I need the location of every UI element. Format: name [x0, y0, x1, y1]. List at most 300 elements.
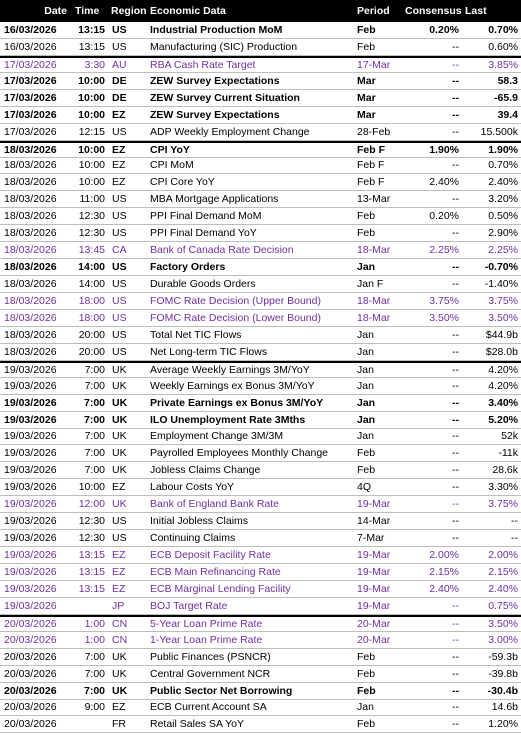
cell-consensus: --: [452, 193, 459, 206]
cell-period: 17-Mar: [357, 58, 391, 71]
table-row: [0, 530, 521, 547]
cell-period: 19-Mar: [357, 498, 391, 511]
cell-time: 7:00: [84, 379, 105, 392]
cell-economic-data: ECB Current Account SA: [150, 701, 267, 714]
cell-economic-data: Net Long-term TIC Flows: [150, 345, 268, 358]
cell-period: Mar: [357, 108, 376, 121]
cell-date: 18/03/2026: [4, 143, 57, 156]
cell-period: 13-Mar: [357, 193, 391, 206]
cell-date: 20/03/2026: [4, 617, 57, 630]
cell-last: -11k: [498, 447, 518, 460]
cell-period: Feb: [357, 447, 376, 460]
cell-date: 18/03/2026: [4, 345, 57, 358]
table-row: [0, 22, 521, 39]
cell-consensus: --: [452, 74, 459, 87]
cell-consensus: 2.25%: [429, 244, 459, 257]
cell-last: 0.70%: [488, 23, 518, 36]
cell-consensus: 2.40%: [429, 582, 459, 595]
table-row: [0, 191, 521, 208]
cell-date: 18/03/2026: [4, 261, 57, 274]
cell-economic-data: ZEW Survey Expectations: [150, 108, 280, 121]
cell-economic-data: Private Earnings ex Bonus 3M/YoY: [150, 396, 324, 409]
cell-consensus: --: [452, 481, 459, 494]
cell-date: 19/03/2026: [4, 599, 57, 612]
cell-period: Mar: [357, 74, 376, 87]
table-row: [0, 547, 521, 564]
table-row: [0, 412, 521, 429]
table-row: [0, 615, 521, 632]
cell-economic-data: CPI MoM: [150, 159, 194, 172]
cell-time: 7:00: [84, 650, 105, 663]
cell-period: 19-Mar: [357, 549, 391, 562]
cell-region: CN: [112, 617, 128, 630]
cell-economic-data: ZEW Survey Current Situation: [150, 91, 300, 104]
cell-last: 0.60%: [488, 40, 518, 53]
cell-consensus: 1.90%: [429, 143, 459, 156]
cell-last: 3.50%: [488, 617, 518, 630]
cell-consensus: --: [452, 447, 459, 460]
cell-consensus: --: [452, 396, 459, 409]
cell-consensus: 0.20%: [429, 210, 459, 223]
cell-time: 20:00: [78, 345, 105, 358]
cell-time: 13:15: [78, 549, 105, 562]
cell-period: Feb: [357, 210, 376, 223]
cell-last: 39.4: [497, 108, 518, 121]
cell-economic-data: Central Government NCR: [150, 667, 271, 680]
cell-last: -1.40%: [484, 278, 518, 291]
cell-consensus: --: [452, 91, 459, 104]
cell-consensus: --: [452, 532, 459, 545]
cell-period: Mar: [357, 91, 376, 104]
cell-time: 1:00: [84, 617, 105, 630]
cell-consensus: --: [452, 345, 459, 358]
cell-region: UK: [112, 379, 127, 392]
cell-consensus: 2.00%: [429, 549, 459, 562]
cell-period: 20-Mar: [357, 633, 391, 646]
cell-time: 14:00: [78, 278, 105, 291]
cell-time: 12:30: [78, 532, 105, 545]
cell-consensus: --: [452, 159, 459, 172]
table-row: [0, 242, 521, 259]
cell-region: US: [112, 125, 127, 138]
cell-economic-data: ILO Unemployment Rate 3Mths: [150, 413, 306, 426]
cell-time: 18:00: [78, 311, 105, 324]
cell-date: 17/03/2026: [4, 91, 57, 104]
cell-last: 4.20%: [488, 379, 518, 392]
table-row: [0, 700, 521, 717]
cell-period: 19-Mar: [357, 582, 391, 595]
cell-period: 4Q: [357, 481, 372, 494]
cell-region: US: [112, 328, 127, 341]
cell-date: 19/03/2026: [4, 549, 57, 562]
cell-last: -59.3b: [488, 650, 518, 663]
table-row: [0, 513, 521, 530]
table-row: [0, 56, 521, 73]
cell-region: DE: [112, 74, 127, 87]
cell-date: 18/03/2026: [4, 244, 57, 257]
cell-region: EZ: [112, 108, 126, 121]
cell-date: 20/03/2026: [4, 701, 57, 714]
cell-economic-data: Factory Orders: [150, 261, 226, 274]
cell-time: 13:15: [78, 40, 105, 53]
cell-time: 10:00: [78, 481, 105, 494]
cell-region: UK: [112, 684, 128, 697]
cell-consensus: 2.40%: [429, 176, 459, 189]
cell-time: 12:30: [78, 227, 105, 240]
cell-time: 1:00: [84, 633, 105, 646]
cell-time: 12:15: [78, 125, 105, 138]
cell-date: 19/03/2026: [4, 532, 57, 545]
table-row: [0, 327, 521, 344]
cell-date: 19/03/2026: [4, 582, 57, 595]
cell-time: 7:00: [83, 684, 105, 697]
cell-time: 9:00: [84, 701, 105, 714]
cell-last: -0.70%: [484, 261, 518, 274]
cell-time: 10:00: [78, 143, 105, 156]
cell-economic-data: BOJ Target Rate: [150, 599, 228, 612]
cell-time: 20:00: [78, 328, 105, 341]
cell-last: 3.75%: [488, 498, 518, 511]
cell-date: 20/03/2026: [4, 650, 57, 663]
table-row: [0, 462, 521, 479]
table-row: [0, 496, 521, 513]
cell-region: US: [112, 345, 127, 358]
cell-consensus: --: [452, 430, 459, 443]
cell-region: UK: [112, 363, 127, 376]
cell-date: 20/03/2026: [4, 684, 57, 697]
cell-consensus: --: [452, 108, 459, 121]
cell-time: 7:00: [84, 363, 105, 376]
cell-economic-data: ECB Deposit Facility Rate: [150, 549, 271, 562]
cell-economic-data: FOMC Rate Decision (Upper Bound): [150, 294, 321, 307]
cell-date: 17/03/2026: [4, 58, 57, 71]
table-row: [0, 293, 521, 310]
cell-region: EZ: [112, 159, 126, 172]
cell-economic-data: CPI Core YoY: [150, 176, 215, 189]
cell-region: UK: [112, 413, 128, 426]
cell-period: 18-Mar: [357, 294, 391, 307]
cell-period: Jan: [357, 396, 376, 409]
cell-date: 18/03/2026: [4, 227, 57, 240]
table-body: [0, 22, 521, 733]
cell-region: DE: [112, 91, 127, 104]
cell-economic-data: MBA Mortgage Applications: [150, 193, 279, 206]
cell-date: 17/03/2026: [4, 108, 57, 121]
cell-region: EZ: [112, 565, 126, 578]
cell-date: 19/03/2026: [4, 515, 57, 528]
cell-consensus: 2.15%: [429, 565, 459, 578]
cell-region: US: [112, 278, 127, 291]
cell-last: 1.20%: [488, 718, 518, 731]
cell-time: 13:45: [78, 244, 105, 257]
cell-date: 18/03/2026: [4, 328, 57, 341]
cell-economic-data: Durable Goods Orders: [150, 278, 256, 291]
cell-economic-data: Total Net TIC Flows: [150, 328, 242, 341]
cell-last: 2.15%: [488, 565, 518, 578]
cell-last: 2.00%: [488, 549, 518, 562]
cell-date: 17/03/2026: [4, 74, 57, 87]
cell-period: Feb: [357, 684, 376, 697]
cell-period: 28-Feb: [357, 125, 391, 138]
cell-consensus: --: [452, 278, 459, 291]
header-economic-data: Economic Data: [150, 5, 226, 17]
table-row: [0, 564, 521, 581]
cell-region: CA: [112, 244, 127, 257]
table-row: [0, 39, 521, 56]
header-consensus: Consensus: [405, 5, 462, 17]
cell-economic-data: FOMC Rate Decision (Lower Bound): [150, 311, 321, 324]
cell-date: 18/03/2026: [4, 210, 57, 223]
cell-economic-data: RBA Cash Rate Target: [150, 58, 256, 71]
table-row: [0, 225, 521, 242]
cell-period: 20-Mar: [357, 617, 391, 630]
table-row: [0, 158, 521, 175]
cell-economic-data: CPI YoY: [150, 143, 190, 156]
cell-consensus: --: [452, 617, 459, 630]
cell-consensus: --: [452, 650, 459, 663]
table-row: [0, 378, 521, 395]
cell-region: US: [112, 40, 127, 53]
cell-last: 3.00%: [488, 633, 518, 646]
cell-region: US: [112, 23, 127, 36]
cell-date: 19/03/2026: [4, 447, 57, 460]
cell-period: Feb: [357, 718, 376, 731]
cell-last: 15.500k: [480, 125, 518, 138]
cell-date: 18/03/2026: [4, 278, 57, 291]
cell-date: 18/03/2026: [4, 193, 57, 206]
cell-time: 12:00: [78, 498, 105, 511]
cell-region: US: [112, 515, 127, 528]
cell-last: 2.90%: [488, 227, 518, 240]
cell-region: EZ: [112, 481, 126, 494]
table-row: [0, 276, 521, 293]
cell-date: 20/03/2026: [4, 718, 57, 731]
cell-time: 10:00: [78, 176, 105, 189]
cell-last: -65.9: [494, 91, 518, 104]
cell-date: 19/03/2026: [4, 396, 57, 409]
table-row: [0, 649, 521, 666]
cell-period: Feb: [357, 40, 376, 53]
table-row: [0, 310, 521, 327]
cell-economic-data: Average Weekly Earnings 3M/YoY: [150, 363, 310, 376]
table-row: [0, 361, 521, 378]
cell-region: US: [112, 532, 127, 545]
header-region: Region: [111, 5, 147, 17]
cell-region: UK: [112, 447, 127, 460]
cell-economic-data: Payrolled Employees Monthly Change: [150, 447, 329, 460]
cell-period: Feb: [357, 23, 376, 36]
cell-time: 11:00: [79, 193, 105, 206]
cell-period: Jan: [357, 261, 376, 274]
cell-economic-data: ECB Main Refinancing Rate: [150, 565, 281, 578]
cell-last: 3.75%: [488, 294, 518, 307]
cell-last: 3.30%: [488, 481, 518, 494]
cell-time: 7:00: [84, 464, 105, 477]
cell-time: 12:30: [78, 210, 105, 223]
cell-consensus: --: [452, 599, 459, 612]
cell-period: Jan F: [357, 278, 384, 291]
cell-time: 12:30: [78, 515, 105, 528]
cell-consensus: --: [452, 464, 459, 477]
cell-time: 13:15: [78, 23, 105, 36]
cell-last: --: [511, 515, 518, 528]
cell-region: US: [112, 261, 127, 274]
cell-economic-data: Manufacturing (SIC) Production: [150, 40, 298, 53]
cell-region: EZ: [112, 701, 126, 714]
cell-last: 5.20%: [488, 413, 518, 426]
table-row: [0, 90, 521, 107]
cell-date: 19/03/2026: [4, 379, 57, 392]
table-row: [0, 445, 521, 462]
cell-time: 10:00: [78, 74, 105, 87]
cell-period: 14-Mar: [357, 515, 391, 528]
cell-time: 18:00: [78, 294, 105, 307]
cell-region: EZ: [112, 176, 126, 189]
cell-last: -30.4b: [487, 684, 518, 697]
table-row: [0, 208, 521, 225]
cell-period: 18-Mar: [357, 244, 391, 257]
cell-period: Jan: [357, 430, 374, 443]
cell-economic-data: Public Sector Net Borrowing: [150, 684, 293, 697]
cell-last: 0.75%: [488, 599, 518, 612]
cell-last: 2.40%: [488, 176, 518, 189]
cell-time: 7:00: [83, 396, 105, 409]
cell-consensus: 3.50%: [429, 311, 459, 324]
table-row: [0, 73, 521, 90]
cell-time: 10:00: [78, 108, 105, 121]
cell-region: CN: [112, 633, 128, 646]
cell-period: Feb: [357, 667, 376, 680]
cell-economic-data: Labour Costs YoY: [150, 481, 235, 494]
cell-date: 18/03/2026: [4, 159, 57, 172]
cell-period: Jan: [357, 413, 376, 426]
cell-consensus: --: [452, 227, 459, 240]
table-row: [0, 632, 521, 649]
cell-region: AU: [112, 58, 127, 71]
cell-last: 52k: [501, 430, 518, 443]
cell-time: 3:30: [84, 58, 105, 71]
cell-last: $44.9b: [485, 328, 518, 341]
cell-consensus: --: [452, 261, 459, 274]
cell-time: 14:00: [78, 261, 105, 274]
cell-time: 7:00: [84, 447, 105, 460]
table-row: [0, 479, 521, 496]
cell-period: 19-Mar: [357, 599, 391, 612]
cell-region: JP: [112, 599, 125, 612]
cell-period: Jan: [357, 379, 374, 392]
cell-region: EZ: [112, 582, 126, 595]
cell-last: 28.6k: [492, 464, 518, 477]
cell-date: 17/03/2026: [4, 125, 57, 138]
cell-time: 7:00: [83, 413, 105, 426]
cell-consensus: --: [452, 701, 459, 714]
cell-time: 7:00: [84, 430, 105, 443]
cell-period: Jan: [357, 345, 374, 358]
cell-date: 19/03/2026: [4, 481, 57, 494]
cell-last: 2.25%: [488, 244, 518, 257]
cell-last: 0.50%: [488, 210, 518, 223]
cell-consensus: --: [452, 363, 459, 376]
cell-region: UK: [112, 650, 127, 663]
cell-region: UK: [112, 667, 127, 680]
cell-period: Feb F: [357, 143, 385, 156]
cell-last: 1.90%: [488, 143, 518, 156]
cell-date: 20/03/2026: [4, 667, 57, 680]
cell-region: UK: [112, 396, 128, 409]
cell-last: 2.40%: [488, 582, 518, 595]
cell-period: 19-Mar: [357, 565, 391, 578]
table-row: [0, 683, 521, 700]
cell-economic-data: 5-Year Loan Prime Rate: [150, 617, 263, 630]
cell-period: Feb: [357, 650, 376, 663]
cell-consensus: --: [452, 40, 459, 53]
cell-date: 18/03/2026: [4, 311, 57, 324]
cell-region: EZ: [112, 549, 126, 562]
cell-consensus: --: [452, 667, 459, 680]
cell-last: 14.6b: [491, 701, 518, 714]
cell-region: UK: [112, 464, 127, 477]
cell-economic-data: Bank of Canada Rate Decision: [150, 244, 294, 257]
table-row: [0, 344, 521, 361]
table-row: [0, 581, 521, 598]
cell-date: 19/03/2026: [4, 430, 57, 443]
table-row: [0, 259, 521, 276]
cell-period: Feb: [357, 227, 376, 240]
cell-economic-data: PPI Final Demand MoM: [150, 210, 262, 223]
cell-time: 10:00: [78, 159, 105, 172]
cell-consensus: --: [452, 718, 459, 731]
cell-economic-data: ADP Weekly Employment Change: [150, 125, 310, 138]
cell-date: 20/03/2026: [4, 633, 57, 646]
cell-date: 19/03/2026: [4, 413, 57, 426]
cell-consensus: --: [452, 498, 459, 511]
cell-last: --: [511, 532, 518, 545]
cell-date: 19/03/2026: [4, 565, 57, 578]
cell-period: Jan: [357, 363, 374, 376]
cell-date: 19/03/2026: [4, 498, 57, 511]
table-header: [0, 0, 521, 22]
cell-economic-data: Weekly Earnings ex Bonus 3M/YoY: [150, 379, 315, 392]
cell-date: 18/03/2026: [4, 176, 57, 189]
cell-consensus: --: [452, 633, 459, 646]
cell-date: 19/03/2026: [4, 363, 57, 376]
cell-time: 13:15: [78, 565, 105, 578]
cell-last: 3.50%: [488, 311, 518, 324]
cell-period: Feb F: [357, 159, 385, 172]
cell-period: 7-Mar: [357, 532, 385, 545]
cell-economic-data: Retail Sales SA YoY: [150, 718, 244, 731]
cell-region: FR: [112, 718, 126, 731]
header-period: Period: [357, 5, 390, 17]
cell-period: Feb F: [357, 176, 385, 189]
cell-time: 10:00: [78, 91, 105, 104]
cell-region: US: [112, 193, 127, 206]
cell-period: Feb: [357, 464, 376, 477]
cell-last: 58.3: [497, 74, 518, 87]
cell-consensus: --: [452, 328, 459, 341]
cell-economic-data: Public Finances (PSNCR): [150, 650, 271, 663]
cell-economic-data: Industrial Production MoM: [150, 23, 283, 36]
cell-consensus: --: [452, 58, 459, 71]
cell-consensus: --: [452, 515, 459, 528]
cell-period: 18-Mar: [357, 311, 391, 324]
table-row: [0, 107, 521, 124]
cell-last: -39.8b: [488, 667, 518, 680]
cell-last: 4.20%: [488, 363, 518, 376]
table-row: [0, 141, 521, 158]
cell-consensus: --: [452, 125, 459, 138]
cell-region: UK: [112, 498, 127, 511]
